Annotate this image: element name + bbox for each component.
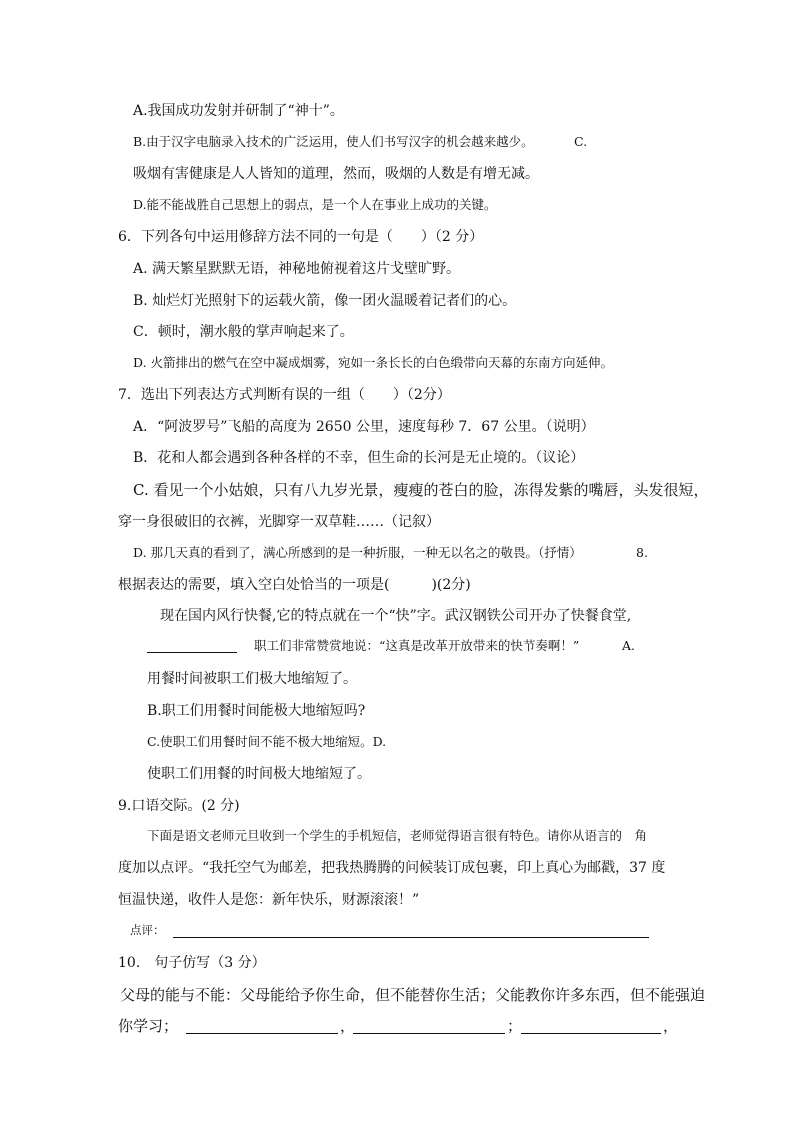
q8-fill-blank[interactable] (147, 652, 237, 653)
q10-semicolon: ； (507, 1017, 523, 1035)
q10-passage-line1: 父母的能与不能：父母能给予你生命，但不能替你生活；父能教你许多东西，但不能强迫 (120, 986, 706, 1004)
q7-option-c-line2: 穿一身很破旧的衣裤，光脚穿一双草鞋……（记叙） (118, 514, 440, 530)
q7-option-a: A．“阿波罗号”飞船的高度为 2650 公里，速度每秒 7．67 公里。（说明） (133, 419, 595, 435)
q8-option-a: 用餐时间被职工们极大地缩短了。 (147, 671, 357, 687)
option-c-text: 吸烟有害健康是人人皆知的道理，然而，吸烟的人数是有增无减。 (133, 166, 539, 182)
q8-option-a-label: A. (622, 638, 636, 653)
question-8-number: 8. (636, 545, 648, 560)
q9-passage-line3: 恒温快递，收件人是您：新年快乐，财源滚滚！” (118, 892, 420, 908)
q6-option-c: C．顿时，潮水般的掌声响起来了。 (133, 324, 354, 340)
q6-option-d: D. 火箭排出的燃气在空中凝成烟雾，宛如一条长长的白色缎带向天幕的东南方向延伸。 (133, 355, 614, 370)
question-9: 9.口语交际。(2 分) (118, 798, 240, 814)
question-10: 10. 句子仿写（3 分） (118, 955, 266, 971)
option-b-text: B.由于汉字电脑录入技术的广泛运用，使人们书写汉字的机会越来越少。 (133, 134, 534, 149)
q6-option-a: A. 满天繁星默默无语，神秘地俯视着这片戈壁旷野。 (133, 261, 461, 277)
q9-comment-blank[interactable] (173, 937, 649, 938)
q7-option-c-line1: C. 看见一个小姑娘，只有八九岁光景，瘦瘦的苍白的脸，冻得发紫的嘴唇，头发很短， (133, 481, 709, 499)
q10-blank-3[interactable] (521, 1033, 661, 1034)
q8-option-d: 使职工们用餐的时间极大地缩短了。 (147, 766, 371, 782)
q10-comma-1: ， (340, 1017, 356, 1035)
q7-option-b: B．花和人都会遇到各种各样的不幸，但生命的长河是无止境的。（议论） (133, 450, 585, 466)
q10-blank-1[interactable] (186, 1033, 338, 1034)
q10-blank-2[interactable] (353, 1033, 505, 1034)
q10-comma-2: ， (663, 1017, 679, 1035)
q8-passage-line2: 职工们非常赞赏地说：“这真是改革开放带来的快节奏啊！” (254, 638, 580, 653)
q7-option-d: D. 那几天真的看到了，满心所感到的是一种折服，一种无以名之的敬畏。（抒情） (133, 545, 582, 560)
q6-option-b: B. 灿烂灯光照射下的运载火箭，像一团火温暖着记者们的心。 (133, 293, 517, 309)
option-c-label: C. (574, 134, 588, 149)
question-7: 7．选出下列表达方式判断有误的一组（ ）（2分） (118, 387, 451, 403)
question-8: 根据表达的需要，填入空白处恰当的一项是( )(2分) (118, 577, 471, 593)
q10-passage-line2: 你学习； (118, 1017, 179, 1035)
q9-passage-line2: 度加以点评。“我托空气为邮差，把我热腾腾的问候装订成包裹，印上真心为邮戳，37 度 (118, 860, 666, 876)
q8-passage-line1: 现在国内风行快餐,它的特点就在一个“快”字。武汉钢铁公司开办了快餐食堂, (160, 608, 632, 624)
q9-comment-label: 点评： (130, 923, 165, 937)
question-6: 6．下列各句中运用修辞方法不同的一句是（ ）（2 分） (118, 229, 484, 245)
option-d-text: D.能不能战胜自己思想上的弱点，是一个人在事业上成功的关键。 (133, 197, 497, 212)
option-a-text: A.我国成功发射并研制了“神十”。 (133, 103, 344, 119)
q9-passage-line1: 下面是语文老师元旦收到一个学生的手机短信，老师觉得语言很有特色。请你从语言的 角 (147, 828, 648, 843)
q8-option-b: B.职工们用餐时间能极大地缩短吗? (147, 703, 366, 719)
q8-option-c: C.使职工们用餐时间不能不极大地缩短。D. (147, 734, 387, 749)
